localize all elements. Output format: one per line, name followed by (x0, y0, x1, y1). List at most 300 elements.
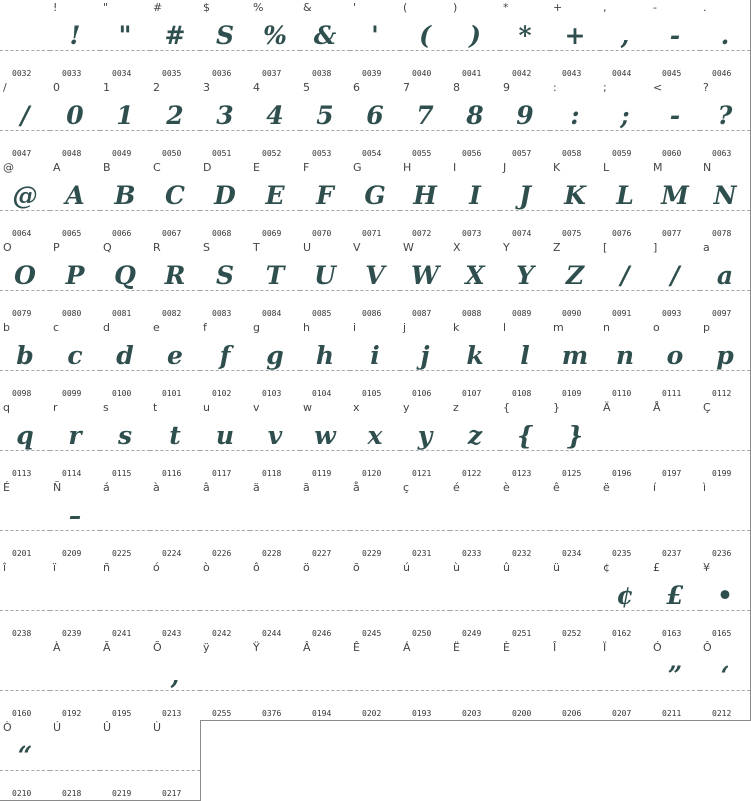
glyph-source-char: & (303, 1, 312, 14)
glyph-source-char: Ï (603, 641, 607, 654)
glyph-code: 0225 (112, 549, 132, 558)
glyph-preview: N (713, 181, 737, 210)
glyph-cell (700, 0, 751, 81)
glyph-source-char: Ò (3, 721, 12, 734)
glyph-source-char: É (3, 481, 10, 494)
glyph-preview: 6 (366, 101, 384, 130)
glyph-code: 0233 (462, 549, 482, 558)
glyph-source-char: Q (103, 241, 112, 254)
glyph-cell (300, 80, 351, 161)
glyph-code: 0073 (462, 229, 482, 238)
glyph-preview (450, 574, 500, 618)
glyph-cell (600, 400, 651, 481)
glyph-code: 0195 (112, 709, 132, 718)
glyph-preview: • (717, 581, 733, 610)
glyph-source-char: k (453, 321, 460, 334)
glyph-source-char: * (503, 1, 509, 14)
glyph-code: 0118 (262, 469, 282, 478)
glyph-source-char: e (153, 321, 160, 334)
glyph-cell (250, 400, 301, 481)
glyph-code: 0033 (62, 69, 82, 78)
glyph-cell (450, 240, 501, 321)
glyph-preview (350, 494, 400, 538)
glyph-cell (300, 400, 351, 481)
glyph-preview: ? (717, 101, 733, 130)
glyph-code: 0035 (162, 69, 182, 78)
glyph-cell (300, 160, 351, 241)
glyph-source-char: g (253, 321, 260, 334)
glyph-source-char: n (603, 321, 610, 334)
glyph-preview: 5 (316, 101, 334, 130)
glyph-code: 0162 (612, 629, 632, 638)
glyph-source-char: I (453, 161, 457, 174)
glyph-source-char: 2 (153, 81, 160, 94)
glyph-code: 0116 (162, 469, 182, 478)
glyph-source-char: Z (553, 241, 561, 254)
glyph-preview: c (67, 341, 83, 370)
glyph-code: 0052 (262, 149, 282, 158)
glyph-preview (150, 494, 200, 538)
glyph-source-char: x (353, 401, 360, 414)
glyph-cell (400, 240, 451, 321)
glyph-cell (700, 480, 751, 561)
glyph-preview: : (570, 101, 580, 130)
glyph-cell (0, 0, 51, 81)
glyph-code: 0077 (662, 229, 682, 238)
glyph-cell (400, 640, 451, 721)
glyph-source-char: â (203, 481, 210, 494)
glyph-source-char: l (503, 321, 507, 334)
glyph-preview (50, 654, 100, 698)
glyph-cell (100, 240, 151, 321)
glyph-code: 0089 (512, 309, 532, 318)
glyph-preview (500, 494, 550, 538)
glyph-code: 0114 (62, 469, 82, 478)
glyph-preview: e (167, 341, 183, 370)
glyph-source-char: È (503, 641, 510, 654)
glyph-cell (150, 160, 201, 241)
glyph-source-char: è (503, 481, 510, 494)
glyph-code: 0213 (162, 709, 182, 718)
glyph-code: 0112 (712, 389, 732, 398)
glyph-cell (650, 80, 701, 161)
glyph-source-char: û (503, 561, 510, 574)
glyph-preview: ' (371, 21, 379, 50)
glyph-cell (50, 160, 101, 241)
glyph-preview (550, 654, 600, 698)
glyph-code: 0234 (562, 549, 582, 558)
glyph-preview: P (65, 261, 85, 290)
glyph-source-char: K (553, 161, 561, 174)
glyph-code: 0218 (62, 789, 82, 798)
glyph-preview (200, 494, 250, 538)
glyph-code: 0193 (412, 709, 432, 718)
glyph-cell (400, 80, 451, 161)
glyph-source-char: f (203, 321, 207, 334)
glyph-preview: ¢ (616, 581, 634, 610)
glyph-source-char: p (703, 321, 710, 334)
glyph-source-char: o (653, 321, 660, 334)
glyph-preview (600, 414, 650, 458)
glyph-code: 0224 (162, 549, 182, 558)
glyph-cell (600, 240, 651, 321)
glyph-code: 0047 (12, 149, 32, 158)
glyph-preview: Z (565, 261, 585, 290)
glyph-code: 0197 (662, 469, 682, 478)
glyph-code: 0231 (412, 549, 432, 558)
glyph-code: 0065 (62, 229, 82, 238)
glyph-code: 0235 (612, 549, 632, 558)
glyph-cell (250, 560, 301, 641)
glyph-preview (500, 574, 550, 618)
glyph-source-char: u (203, 401, 210, 414)
glyph-preview: 4 (266, 101, 284, 130)
glyph-cell (50, 480, 101, 561)
glyph-source-char: ò (203, 561, 210, 574)
glyph-code: 0080 (62, 309, 82, 318)
glyph-cell (250, 240, 301, 321)
glyph-preview (200, 654, 250, 698)
glyph-source-char: - (653, 1, 657, 14)
glyph-code: 0078 (712, 229, 732, 238)
glyph-cell (650, 320, 701, 401)
glyph-source-char: r (53, 401, 58, 414)
glyph-preview (350, 654, 400, 698)
glyph-code: 0058 (562, 149, 582, 158)
glyph-cell (200, 240, 251, 321)
glyph-source-char: 7 (403, 81, 410, 94)
glyph-cell (0, 240, 51, 321)
glyph-code: 0125 (562, 469, 582, 478)
glyph-code: 0201 (12, 549, 32, 558)
glyph-cell (500, 0, 551, 81)
glyph-cell (450, 640, 501, 721)
glyph-preview (600, 654, 650, 698)
glyph-preview: b (16, 341, 34, 370)
glyph-cell (350, 640, 401, 721)
glyph-code: 0032 (12, 69, 32, 78)
glyph-cell (0, 640, 51, 721)
glyph-cell (150, 80, 201, 161)
glyph-source-char: @ (3, 161, 14, 174)
glyph-cell (0, 400, 51, 481)
glyph-source-char: q (3, 401, 10, 414)
glyph-code: 0121 (412, 469, 432, 478)
glyph-preview (100, 734, 150, 778)
glyph-code: 0042 (512, 69, 532, 78)
glyph-code: 0048 (62, 149, 82, 158)
glyph-preview: @ (12, 181, 38, 210)
glyph-code: 0069 (262, 229, 282, 238)
glyph-code: 0076 (612, 229, 632, 238)
glyph-source-char: M (653, 161, 663, 174)
glyph-cell (300, 560, 351, 641)
glyph-preview (500, 654, 550, 698)
glyph-code: 0203 (462, 709, 482, 718)
glyph-preview (550, 494, 600, 538)
glyph-preview: B (114, 181, 136, 210)
glyph-cell (500, 240, 551, 321)
glyph-code: 0163 (662, 629, 682, 638)
glyph-source-char: J (503, 161, 507, 174)
glyph-cell (650, 560, 701, 641)
glyph-code: 0038 (312, 69, 332, 78)
glyph-source-char: Ä (603, 401, 611, 414)
glyph-source-char: % (253, 1, 264, 14)
glyph-source-char: ô (253, 561, 260, 574)
glyph-cell (100, 480, 151, 561)
glyph-source-char: Ç (703, 401, 711, 414)
glyph-source-char: H (403, 161, 412, 174)
glyph-source-char: ã (303, 481, 310, 494)
glyph-cell (150, 480, 201, 561)
glyph-code: 0091 (612, 309, 632, 318)
glyph-cell (550, 640, 601, 721)
glyph-preview: i (370, 341, 380, 370)
glyph-preview: L (616, 181, 634, 210)
glyph-cell (550, 80, 601, 161)
glyph-code: 0064 (12, 229, 32, 238)
glyph-cell (400, 160, 451, 241)
glyph-source-char: í (653, 481, 657, 494)
glyph-preview: t (169, 421, 181, 450)
glyph-code: 0110 (612, 389, 632, 398)
glyph-source-char: ó (153, 561, 160, 574)
glyph-code: 0160 (12, 709, 32, 718)
glyph-cell (650, 400, 701, 481)
glyph-source-char: À (53, 641, 61, 654)
glyph-cell (200, 0, 251, 81)
glyph-code: 0034 (112, 69, 132, 78)
glyph-preview: C (165, 181, 185, 210)
glyph-source-char: w (303, 401, 312, 414)
glyph-source-char: W (403, 241, 414, 254)
glyph-source-char: ë (603, 481, 610, 494)
glyph-code: 0053 (312, 149, 332, 158)
glyph-source-char: V (353, 241, 361, 254)
glyph-preview: ! (69, 21, 81, 50)
glyph-preview: “ (17, 741, 33, 770)
glyph-cell (250, 80, 301, 161)
glyph-preview: y (417, 421, 433, 450)
glyph-preview: – (68, 501, 82, 530)
glyph-cell (600, 560, 651, 641)
glyph-code: 0036 (212, 69, 232, 78)
glyph-preview: K (564, 181, 586, 210)
glyph-code: 0242 (212, 629, 232, 638)
glyph-preview: H (413, 181, 437, 210)
glyph-code: 0109 (562, 389, 582, 398)
glyph-source-char: N (703, 161, 712, 174)
glyph-code: 0039 (362, 69, 382, 78)
glyph-code: 0079 (12, 309, 32, 318)
glyph-code: 0245 (362, 629, 382, 638)
glyph-code: 0123 (512, 469, 532, 478)
glyph-preview: A (65, 181, 85, 210)
glyph-source-char: D (203, 161, 212, 174)
glyph-code: 0244 (262, 629, 282, 638)
glyph-preview (0, 654, 50, 698)
glyph-preview (100, 574, 150, 618)
glyph-code: 0093 (662, 309, 682, 318)
glyph-source-char: Ô (703, 641, 712, 654)
glyph-preview (50, 734, 100, 778)
glyph-source-char: / (3, 81, 7, 94)
glyph-cell (700, 560, 751, 641)
glyph-preview: w (314, 421, 336, 450)
glyph-preview: { (516, 421, 534, 450)
glyph-preview: ” (667, 661, 683, 690)
glyph-source-char: X (453, 241, 461, 254)
glyph-cell (100, 0, 151, 81)
glyph-preview: , (620, 21, 630, 50)
glyph-preview (150, 734, 200, 778)
glyph-source-char: ( (403, 1, 408, 14)
glyph-preview: q (16, 421, 34, 450)
glyph-code: 0085 (312, 309, 332, 318)
glyph-preview: / (620, 261, 630, 290)
glyph-cell (500, 480, 551, 561)
glyph-cell (500, 80, 551, 161)
glyph-code: 0113 (12, 469, 32, 478)
glyph-code: 0246 (312, 629, 332, 638)
glyph-source-char: ù (453, 561, 460, 574)
glyph-code: 0068 (212, 229, 232, 238)
glyph-source-char: ä (253, 481, 260, 494)
glyph-source-char: Á (403, 641, 411, 654)
glyph-source-char: Õ (153, 641, 162, 654)
glyph-preview: F (316, 181, 334, 210)
glyph-cell (100, 400, 151, 481)
glyph-preview (250, 654, 300, 698)
glyph-source-char: Ñ (53, 481, 62, 494)
glyph-cell (300, 0, 351, 81)
glyph-code: 0049 (112, 149, 132, 158)
glyph-code: 0071 (362, 229, 382, 238)
glyph-preview: W (410, 261, 440, 290)
glyph-cell (150, 240, 201, 321)
glyph-code: 0165 (712, 629, 732, 638)
glyph-source-char: } (553, 401, 560, 414)
glyph-cell (300, 320, 351, 401)
glyph-cell (450, 160, 501, 241)
glyph-code: 0046 (712, 69, 732, 78)
glyph-cell (400, 400, 451, 481)
glyph-code: 0057 (512, 149, 532, 158)
glyph-preview: . (720, 21, 730, 50)
glyph-source-char: Ù (153, 721, 162, 734)
glyph-preview: n (615, 341, 635, 370)
glyph-cell (100, 160, 151, 241)
glyph-source-char: ÿ (203, 641, 210, 654)
glyph-cell (350, 320, 401, 401)
glyph-preview: x (367, 421, 383, 450)
glyph-source-char: î (3, 561, 7, 574)
glyph-cell (350, 80, 401, 161)
glyph-preview: d (116, 341, 134, 370)
glyph-source-char: å (353, 481, 360, 494)
glyph-preview (350, 574, 400, 618)
glyph-cell (450, 0, 501, 81)
glyph-source-char: ê (553, 481, 560, 494)
glyph-code: 0043 (562, 69, 582, 78)
glyph-cell (350, 160, 401, 241)
glyph-preview: R (164, 261, 186, 290)
glyph-cell (0, 560, 51, 641)
glyph-code: 0199 (712, 469, 732, 478)
glyph-source-char: Ú (53, 721, 62, 734)
glyph-preview: ‘ (720, 661, 730, 690)
glyph-preview (550, 574, 600, 618)
glyph-source-char: P (53, 241, 60, 254)
glyph-code: 0087 (412, 309, 432, 318)
glyph-cell (650, 640, 701, 721)
glyph-cell (200, 400, 251, 481)
glyph-code: 0227 (312, 549, 332, 558)
glyph-cell (50, 400, 101, 481)
glyph-code: 0217 (162, 789, 182, 798)
glyph-cell (600, 160, 651, 241)
glyph-cell (550, 0, 601, 81)
glyph-source-char: " (103, 1, 109, 14)
glyph-source-char: 4 (253, 81, 260, 94)
glyph-cell (550, 160, 601, 241)
glyph-cell (250, 320, 301, 401)
glyph-source-char: Ÿ (253, 641, 260, 654)
glyph-preview (100, 654, 150, 698)
glyph-cell (700, 80, 751, 161)
glyph-code: 0070 (312, 229, 332, 238)
glyph-cell (350, 240, 401, 321)
glyph-source-char: á (103, 481, 110, 494)
glyph-code: 0097 (712, 309, 732, 318)
glyph-code: 0376 (262, 709, 282, 718)
glyph-code: 0104 (312, 389, 332, 398)
glyph-source-char: Ê (353, 641, 360, 654)
glyph-code: 0084 (262, 309, 282, 318)
glyph-cell (400, 480, 451, 561)
glyph-cell (700, 160, 751, 241)
glyph-preview: h (315, 341, 335, 370)
glyph-cell (350, 480, 401, 561)
glyph-preview: f (219, 341, 231, 370)
glyph-code: 0111 (662, 389, 682, 398)
glyph-code: 0237 (662, 549, 682, 558)
glyph-source-char: ' (353, 1, 357, 14)
glyph-code: 0119 (312, 469, 332, 478)
glyph-code: 0105 (362, 389, 382, 398)
glyph-source-char: E (253, 161, 260, 174)
glyph-code: 0101 (162, 389, 182, 398)
glyph-preview (100, 494, 150, 538)
glyph-preview (0, 494, 50, 538)
glyph-source-char: Y (503, 241, 510, 254)
glyph-cell (600, 320, 651, 401)
glyph-cell (500, 320, 551, 401)
glyph-preview: & (313, 21, 337, 50)
glyph-code: 0060 (662, 149, 682, 158)
glyph-cell (250, 640, 301, 721)
glyph-source-char: ö (303, 561, 310, 574)
glyph-preview: E (265, 181, 285, 210)
glyph-cell (600, 0, 651, 81)
glyph-source-char: L (603, 161, 610, 174)
glyph-cell (450, 320, 501, 401)
glyph-preview (200, 574, 250, 618)
glyph-source-char: ? (703, 81, 709, 94)
glyph-source-char: s (103, 401, 109, 414)
glyph-preview: 1 (116, 101, 134, 130)
